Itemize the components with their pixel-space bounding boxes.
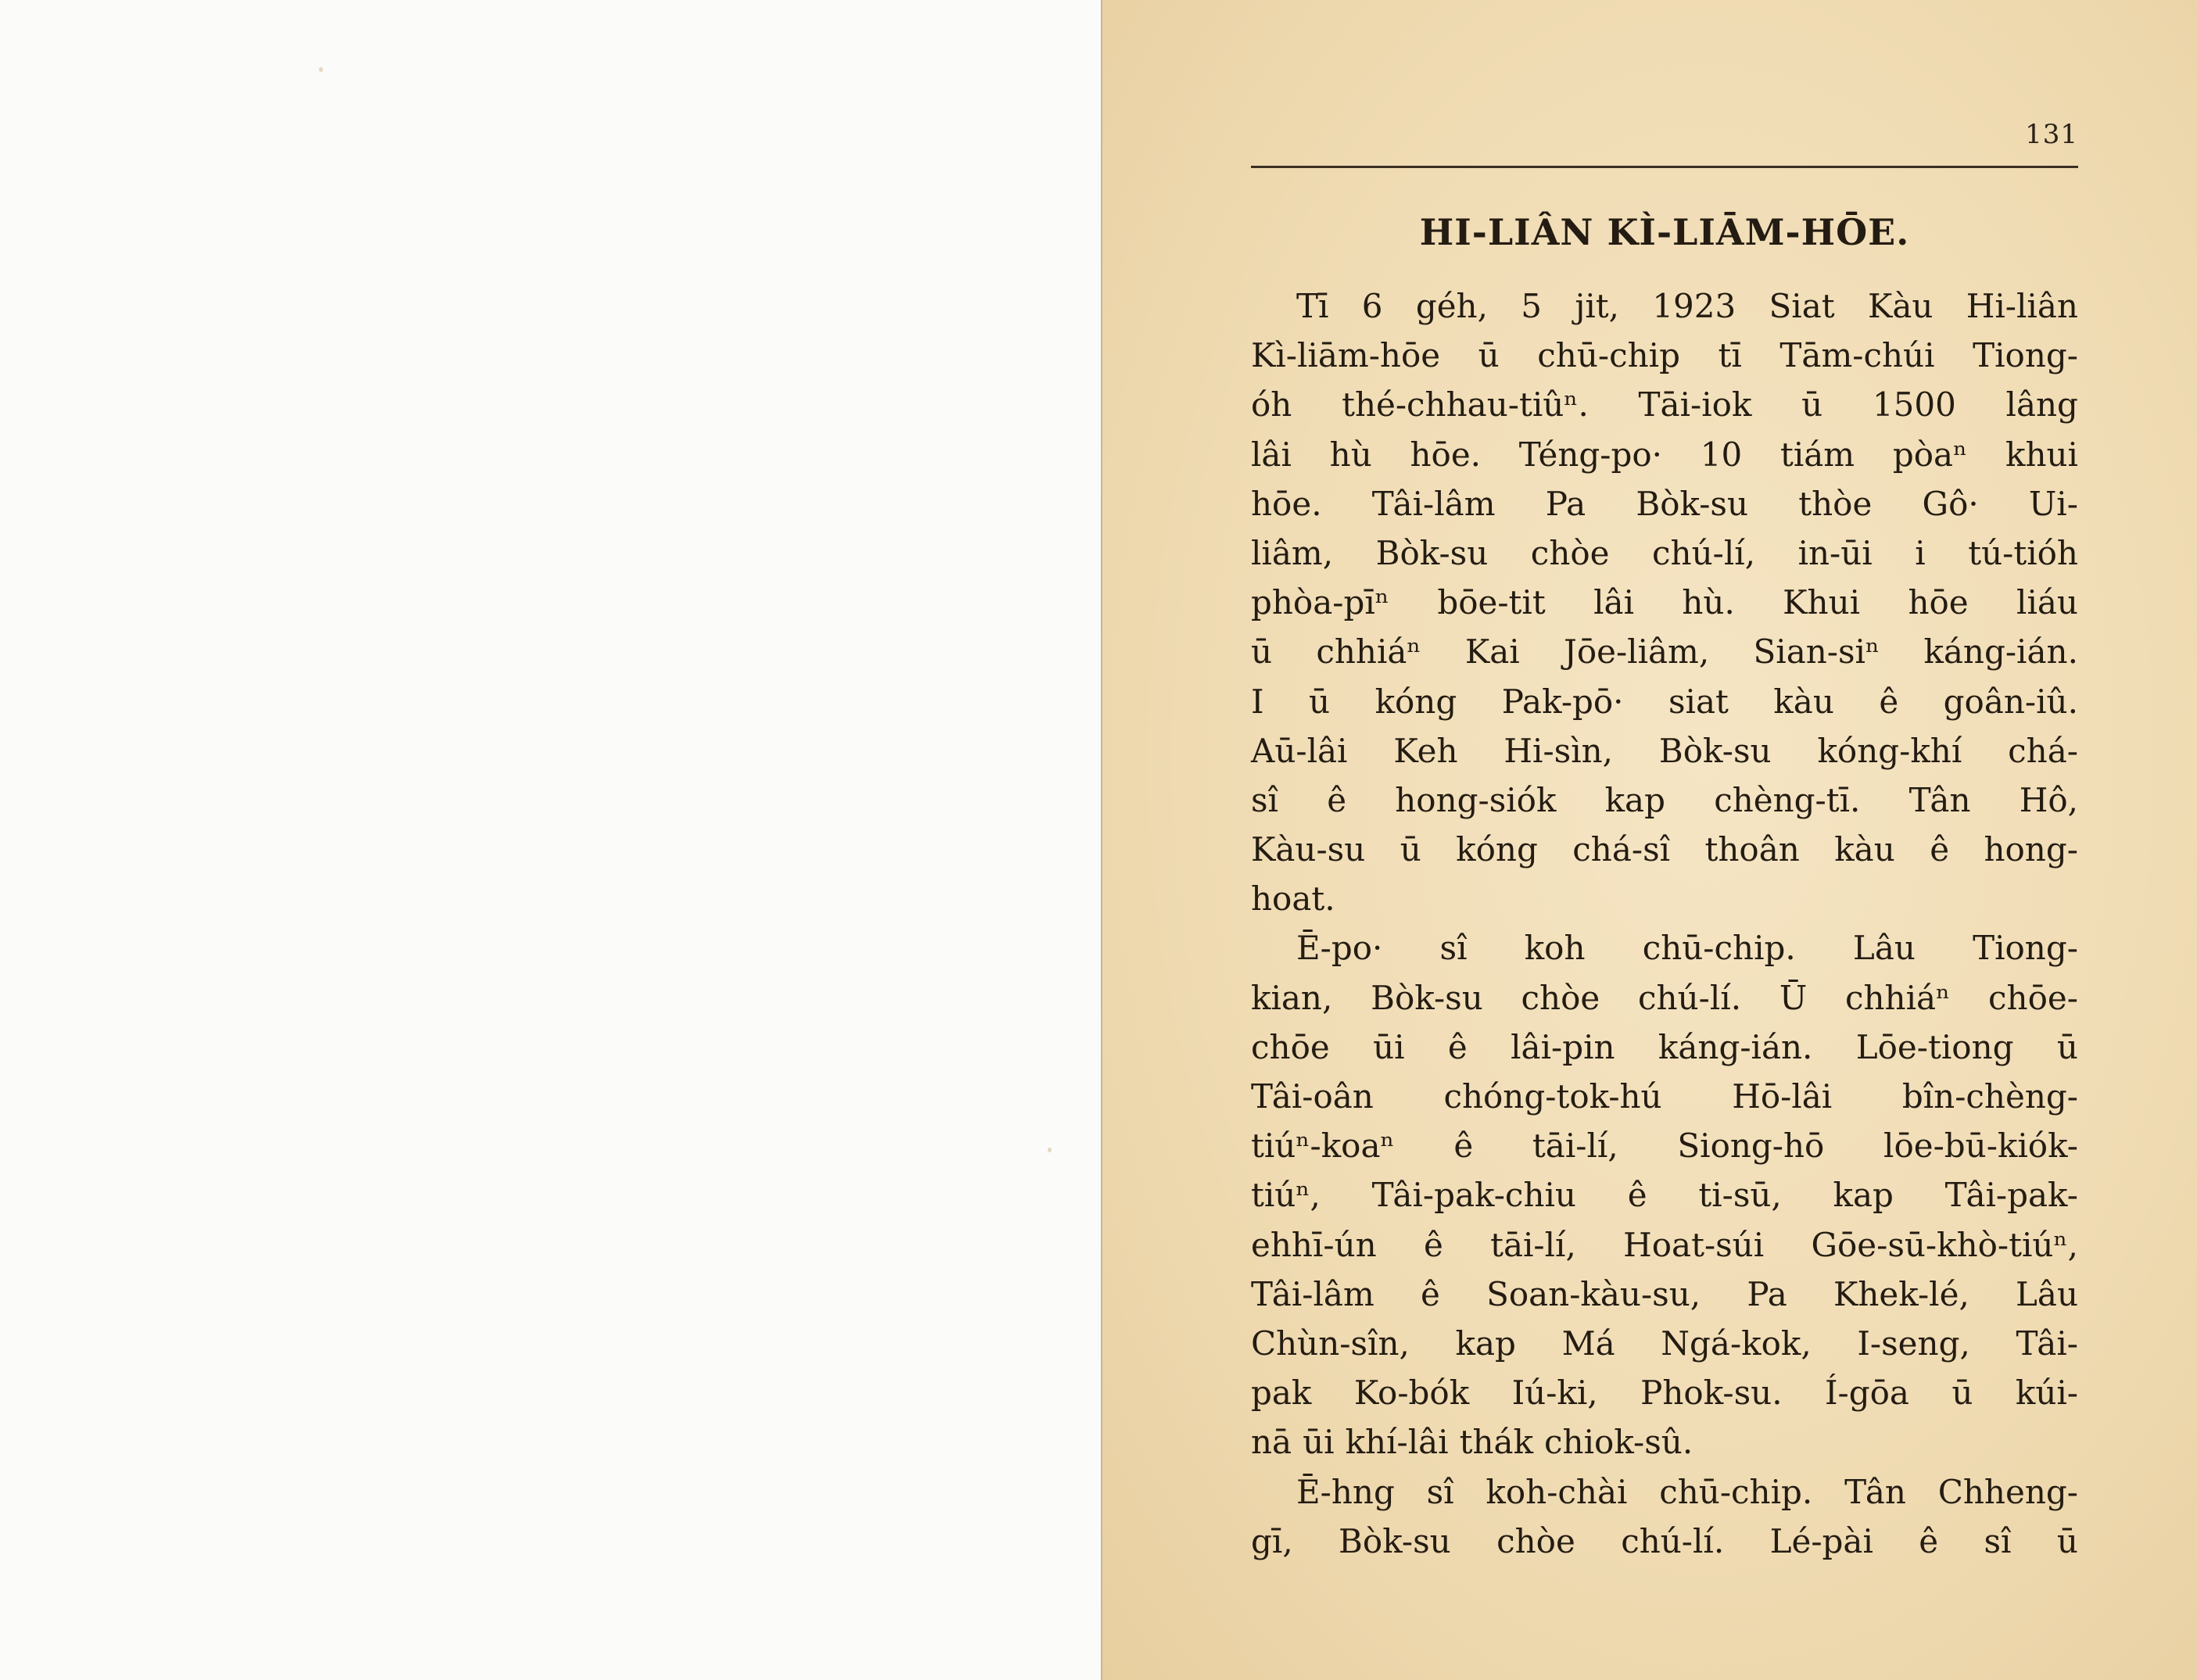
text-line: Ē-po· sî koh chū-chip. Lâu Tiong- bbox=[1296, 929, 2078, 968]
article-body bbox=[1251, 281, 2078, 1566]
text-line: Ē-hng sî koh-chài chū-chip. Tân Chheng- bbox=[1296, 1472, 2078, 1511]
text-line: ū chhiáⁿ Kai Jōe-liâm, Sian-siⁿ káng-ián. bbox=[1251, 632, 2078, 672]
text-line: phòa-pīⁿ bōe-tit lâi hù. Khui hōe liáu bbox=[1251, 583, 2078, 622]
text-line: nā ūi khí-lâi thák chiok-sû. bbox=[1251, 1423, 1693, 1462]
text-line: Tâi-oân chóng-tok-hú Hō-lâi bîn-chèng- bbox=[1251, 1077, 2078, 1116]
text-line: Kàu-su ū kóng chá-sî thoân kàu ê hong- bbox=[1251, 830, 2078, 869]
text-line: chōe ūi ê lâi-pin káng-ián. Lōe-tiong ū bbox=[1251, 1027, 2078, 1066]
text-line: pak Ko-bók Iú-ki, Phok-su. Í-gōa ū kúi- bbox=[1251, 1374, 2078, 1413]
text-line: lâi hù hōe. Téng-po· 10 tiám pòaⁿ khui bbox=[1251, 435, 2078, 474]
text-line: hōe. Tâi-lâm Pa Bòk-su thòe Gô· Ui- bbox=[1251, 484, 2078, 523]
page-number: 131 bbox=[2025, 119, 2078, 150]
text-line: liâm, Bòk-su chòe chú-lí, in-ūi i tú-tióh bbox=[1251, 533, 2078, 572]
text-line: Chùn-sîn, kap Má Ngá-kok, I-seng, Tâi- bbox=[1251, 1324, 2078, 1363]
text-line: gī, Bòk-su chòe chú-lí. Lé-pài ê sî ū bbox=[1251, 1521, 2078, 1560]
paper-fleck bbox=[319, 67, 323, 72]
text-line: ehhī-ún ê tāi-lí, Hoat-súi Gōe-sū-khò-tiúⁿ, bbox=[1251, 1225, 2078, 1264]
text-line: tiúⁿ-koaⁿ ê tāi-lí, Siong-hō lōe-bū-kiók- bbox=[1251, 1127, 2078, 1166]
text-line: Tī 6 géh, 5 jit, 1923 Siat Kàu Hi-liân bbox=[1296, 287, 2078, 325]
text-line: kian, Bòk-su chòe chú-lí. Ū chhiáⁿ chōe- bbox=[1251, 978, 2078, 1017]
text-line: hoat. bbox=[1251, 879, 1335, 919]
paper-fleck bbox=[1048, 1148, 1052, 1152]
text-line: Tâi-lâm ê Soan-kàu-su, Pa Khek-lé, Lâu bbox=[1251, 1274, 2078, 1313]
header-rule bbox=[1251, 166, 2078, 168]
text-line: Aū-lâi Keh Hi-sìn, Bòk-su kóng-khí chá- bbox=[1251, 731, 2078, 770]
text-line: Kì-liām-hōe ū chū-chip tī Tām-chúi Tiong- bbox=[1251, 336, 2078, 375]
text-line: tiúⁿ, Tâi-pak-chiu ê ti-sū, kap Tâi-pak- bbox=[1251, 1176, 2078, 1215]
text-line: I ū kóng Pak-pō· siat kàu ê goân-iû. bbox=[1251, 682, 2078, 721]
text-line: óh thé-chhau-tiûⁿ. Tāi-iok ū 1500 lâng bbox=[1251, 385, 2078, 424]
text-page bbox=[1102, 0, 2197, 1680]
article-title: HI-LIÂN KÌ-LIĀM-HŌE. bbox=[1419, 211, 1910, 253]
text-line: sî ê hong-siók kap chèng-tī. Tân Hô, bbox=[1251, 780, 2078, 819]
